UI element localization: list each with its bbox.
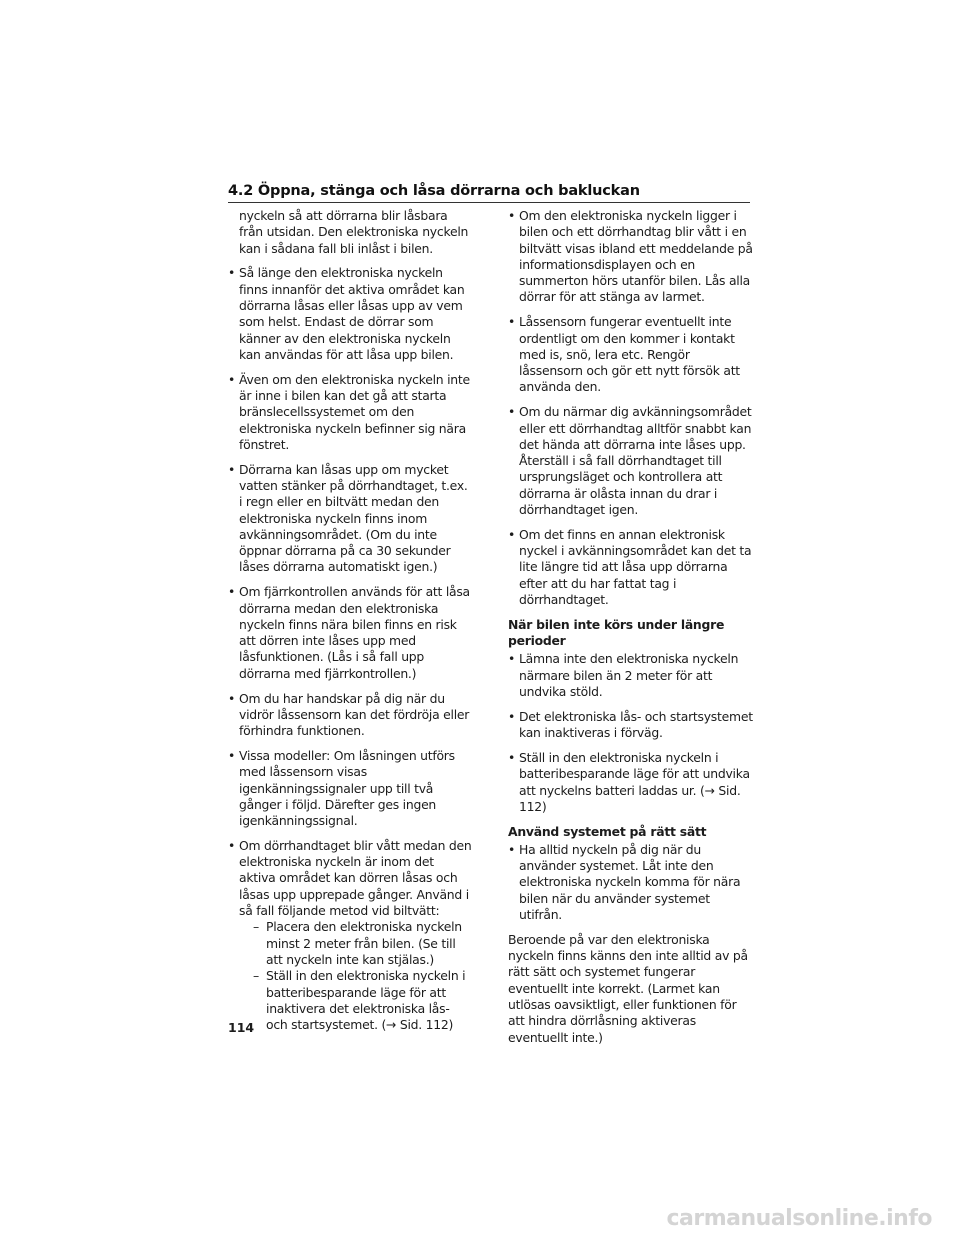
list-item-text: Så länge den elektroniska nyckeln finns innanför det aktiva området kan dörrarna låsas eller låsas upp av vem som helst. Endast de dörrar som känner av den elektroniska nyckeln kan användas för att låsa upp bilen. (239, 265, 465, 362)
list-item-text: Om du närmar dig avkänningsområdet eller ett dörrhandtag alltför snabbt kan det hända att dörrarna inte låses upp. Återställ i så fall dörrhandtaget till ursprungsläget och kontrollera att dörrarna är olåsta innan du drar i dörrhandtaget igen. (519, 404, 752, 518)
list-item (508, 404, 754, 518)
list-item (508, 842, 754, 923)
bullet-mark: • (508, 749, 516, 765)
bullet-mark: • (228, 461, 236, 477)
list-item (508, 314, 754, 395)
list-item-text: Om fjärrkontrollen används för att låsa dörrarna medan den elektroniska nyckeln finns nära bilen finns en risk att dörren inte låses upp med låsfunktionen. (Lås i så fall upp dörrarna med fjärrkontrollen.) (239, 584, 470, 681)
list-item-text: Ställ in den elektroniska nyckeln i batteribesparande läge för att undvika att nyckelns batteri laddas ur. (→ Sid. 112) (519, 749, 750, 814)
section-header (228, 180, 750, 203)
list-item (228, 584, 472, 682)
section-title: 4.2 Öppna, stänga och låsa dörrarna och bakluckan (228, 183, 640, 199)
subheading-correct-use: Använd systemet på rätt sätt (508, 823, 707, 839)
dash-mark: – (253, 919, 259, 935)
list-item-text: Om den elektroniska nyckeln ligger i bilen och ett dörrhandtag blir vått i en biltvätt visas ibland ett meddelande på informationsdisplayen och en summerton hörs utanför bilen. Lås alla dörrar för att stänga av larmet. (519, 208, 753, 305)
list-item-text: Om det finns en annan elektronisk nyckel i avkänningsområdet kan det ta lite längre tid att låsa upp dörrarna efter att du har fattat tag i dörrhandtaget. (519, 526, 752, 608)
list-item-text: Dörrarna kan låsas upp om mycket vatten stänker på dörrhandtaget, t.ex. i regn eller en biltvätt medan den elektroniska nyckeln finns inom avkänningsområdet. (Om du inte öppnar dörrarna på ca 30 sekunder låses dörrarna automatiskt igen.) (239, 461, 468, 575)
list-item (228, 838, 472, 1034)
list-item (508, 527, 754, 608)
sublist-item (253, 919, 472, 968)
list-item (228, 748, 472, 829)
right-column (508, 208, 754, 1054)
subheading-long-periods: När bilen inte körs under längre perioder (508, 616, 725, 649)
list-item-text: Vissa modeller: Om låsningen utförs med låssensorn visas igenkänningssignaler upp till två gånger i följd. Därefter ges ingen igenkänningssignal. (239, 747, 455, 829)
list-item-text: Lämna inte den elektroniska nyckeln närmare bilen än 2 meter för att undvika stöld. (519, 651, 739, 700)
bullet-mark: • (228, 747, 236, 763)
correct-use-bullet-list (508, 842, 754, 923)
list-item-text: Låssensorn fungerar eventuellt inte ordentligt om den kommer i kontakt med is, snö, lera etc. Rengör låssensorn och gör ett nytt försök att använda den. (519, 314, 740, 395)
sublist-item (253, 968, 472, 1033)
bullet-mark: • (228, 584, 236, 600)
list-item (508, 709, 754, 742)
page-number: 114 (228, 1020, 255, 1035)
list-item (228, 372, 472, 453)
list-item (508, 208, 754, 306)
bullet-mark: • (228, 690, 236, 706)
lead-paragraph: nyckeln så att dörrarna blir låsbara från utsidan. Den elektroniska nyckeln kan i sådana fall bli inlåst i bilen. (239, 208, 469, 256)
bullet-mark: • (508, 708, 516, 724)
bullet-mark: • (228, 837, 236, 853)
bullet-mark: • (228, 265, 236, 281)
bullet-mark: • (508, 651, 516, 667)
watermark: carmanualsonline.info (666, 1206, 932, 1231)
sublist-item-text: Ställ in den elektroniska nyckeln i batteribesparande läge för att inaktivera det elektroniska lås- och startsystemet. (→ Sid. 112) (266, 968, 466, 1033)
left-bullet-list (228, 265, 472, 1033)
bullet-mark: • (508, 841, 516, 857)
bullet-mark: • (508, 404, 516, 420)
list-item (228, 691, 472, 740)
bullet-mark: • (228, 371, 236, 387)
left-column (228, 208, 472, 1042)
list-item-text: Det elektroniska lås- och startsystemet kan inaktiveras i förväg. (519, 708, 753, 741)
closing-paragraph: Beroende på var den elektroniska nyckeln finns känns den inte alltid av på rätt sätt och systemet fungerar eventuellt inte korrekt. (Larmet kan utlösas oavsiktligt, eller funktionen för att hindra dörrlåsning aktiveras eventuellt inte.) (508, 931, 748, 1045)
list-item (508, 651, 754, 700)
bullet-mark: • (508, 314, 516, 330)
sublist-item-text: Placera den elektroniska nyckeln minst 2 meter från bilen. (Se till att nyckeln inte kan stjälas.) (266, 919, 462, 967)
list-item (228, 462, 472, 576)
list-item-text: Även om den elektroniska nyckeln inte är inne i bilen kan det gå att starta bränslecellssystemet om den elektroniska nyckeln befinner sig nära fönstret. (239, 371, 470, 452)
bullet-mark: • (508, 526, 516, 542)
list-item (508, 750, 754, 815)
dash-sublist (239, 919, 472, 1033)
dash-mark: – (253, 968, 259, 984)
right-bullet-list (508, 208, 754, 608)
list-item-text: Ha alltid nyckeln på dig när du använder systemet. Låt inte den elektroniska nyckeln komma för nära bilen när du använder systemet utifrån. (519, 841, 741, 923)
list-item-text: Om dörrhandtaget blir vått medan den elektroniska nyckeln är inom det aktiva området kan dörren låsas och låsas upp upprepade gånger. Använd i så fall följande metod vid biltvätt: (239, 837, 472, 919)
bullet-mark: • (508, 208, 516, 223)
long-periods-bullet-list (508, 651, 754, 815)
list-item (228, 265, 472, 363)
list-item-text: Om du har handskar på dig när du vidrör låssensorn kan det fördröja eller förhindra funktionen. (239, 690, 470, 739)
